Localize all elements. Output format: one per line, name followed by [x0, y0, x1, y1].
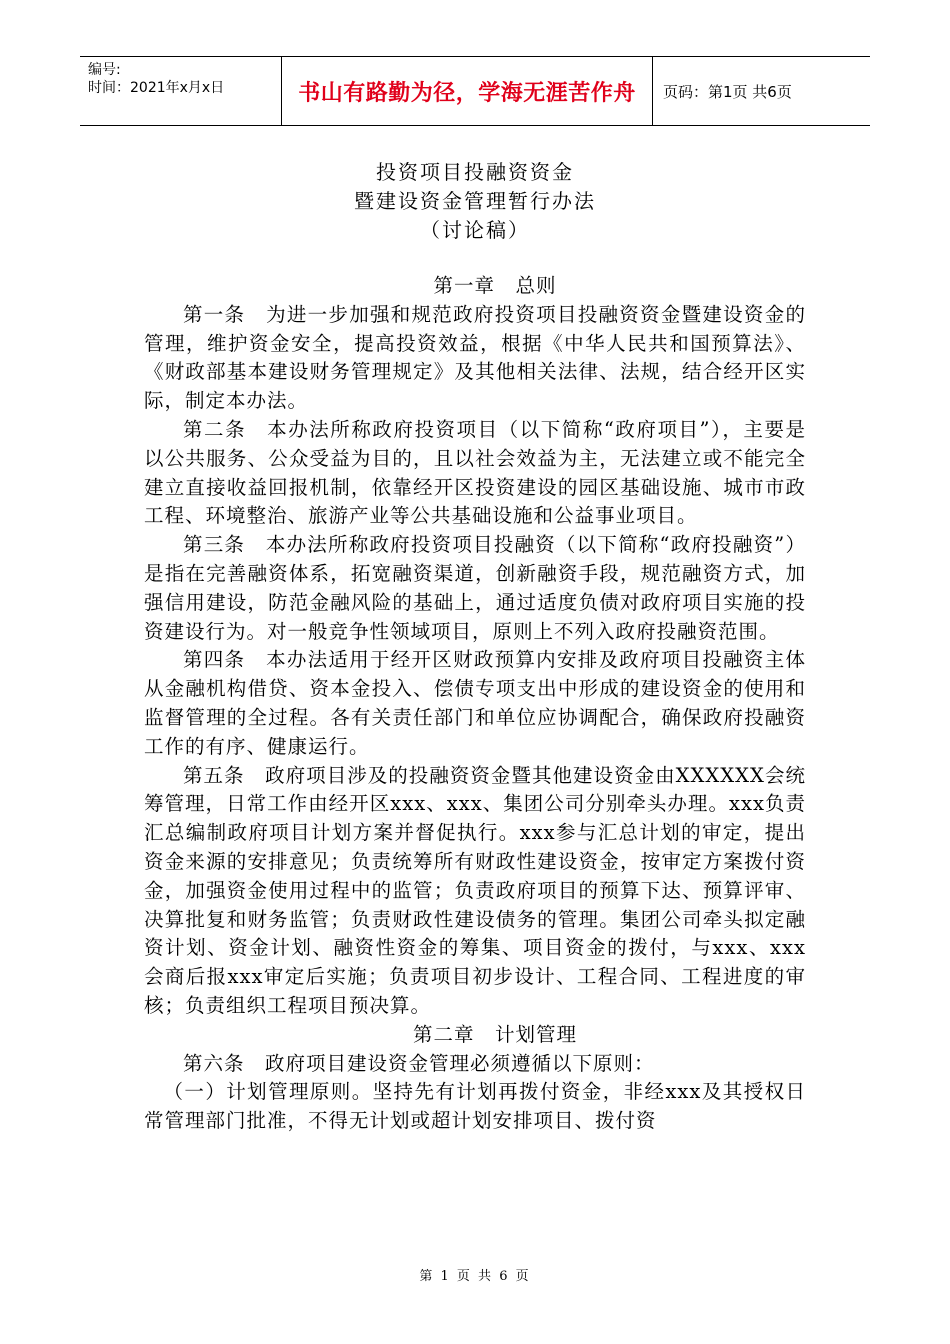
article-6: 第六条 政府项目建设资金管理必须遵循以下原则： — [183, 1051, 655, 1075]
header-meta-cell — [80, 57, 282, 125]
serial-number-label: 编号: — [88, 62, 121, 78]
chapter-2-heading: 第二章 计划管理 — [412, 1022, 577, 1046]
article-4: 第四条 本办法适用于经开区财政预算内安排及政府项目投融资主体从金融机构借贷、资本金投入、偿债专项支出中形成的建设资金的使用和监督管理的全过程。各有关责任部门和单位应协调配合，确保政府投融资工作的有序、健康运行。 — [144, 648, 806, 758]
page-header — [80, 56, 870, 126]
article-3: 第三条 本办法所称政府投资项目投融资（以下简称“政府投融资”）是指在完善融资体系，拓宽融资渠道，创新融资手段，规范融资方式，加强信用建设，防范金融风险的基础上，通过适度负债对政府项目实施的投资建设行为。对一般竞争性领域项目，原则上不列入政府投融资范围。 — [144, 533, 806, 643]
header-page-info: 页码：第1页 共6页 — [663, 82, 792, 101]
date-label: 时间：2021年x月x日 — [88, 80, 225, 96]
header-motto: 书山有路勤为径，学海无涯苦作舟 — [282, 57, 653, 125]
page-footer: 第 1 页 共 6 页 — [419, 1269, 531, 1284]
title-line-3: （讨论稿） — [420, 218, 530, 242]
article-2: 第二条 本办法所称政府投资项目（以下简称“政府项目”），主要是以公共服务、公众受益为目的，且以社会效益为主，无法建立或不能完全建立直接收益回报机制，依靠经开区投资建设的园区基础设施、城市市政工程、环境整治、旅游产业等公共基础设施和公益事业项目。 — [144, 417, 806, 528]
document-title — [0, 158, 950, 245]
article-6-item-1: （一）计划管理原则。坚持先有计划再拨付资金，非经xxx及其授权日常管理部门批准，不得无计划或超计划安排项目、拨付资 — [144, 1080, 806, 1133]
title-line-2: 暨建设资金管理暂行办法 — [354, 189, 596, 213]
chapter-1-heading: 第一章 总则 — [433, 274, 557, 297]
title-line-1: 投资项目投融资资金 — [376, 160, 574, 184]
article-1: 第一条 为进一步加强和规范政府投资项目投融资资金暨建设资金的管理，维护资金安全，提高投资效益，根据《中华人民共和国预算法》、《财政部基本建设财务管理规定》及其他相关法律、法规，结合经开区实际，制定本办法。 — [144, 302, 806, 413]
document-body — [144, 272, 806, 1136]
article-5: 第五条 政府项目涉及的投融资资金暨其他建设资金由XXXXXX会统筹管理，日常工作由经开区xxx、xxx、集团公司分别牵头办理。xxx负责汇总编制政府项目计划方案并督促执行。xxx参与汇总计划的审定，提出资金来源的安排意见；负责统筹所有财政性建设资金，按审定方案拨付资金，加强资金使用过程中的监管；负责政府项目的预算下达、预算评审、决算批复和财务监管；负责财政性建设债务的管理。集团公司牵头拟定融资计划、资金计划、融资性资金的筹集、项目资金的拨付，与xxx、xxx会商后报xxx审定后实施；负责项目初步设计、工程合同、工程进度的审核；负责组织工程项目预决算。 — [144, 763, 806, 1017]
